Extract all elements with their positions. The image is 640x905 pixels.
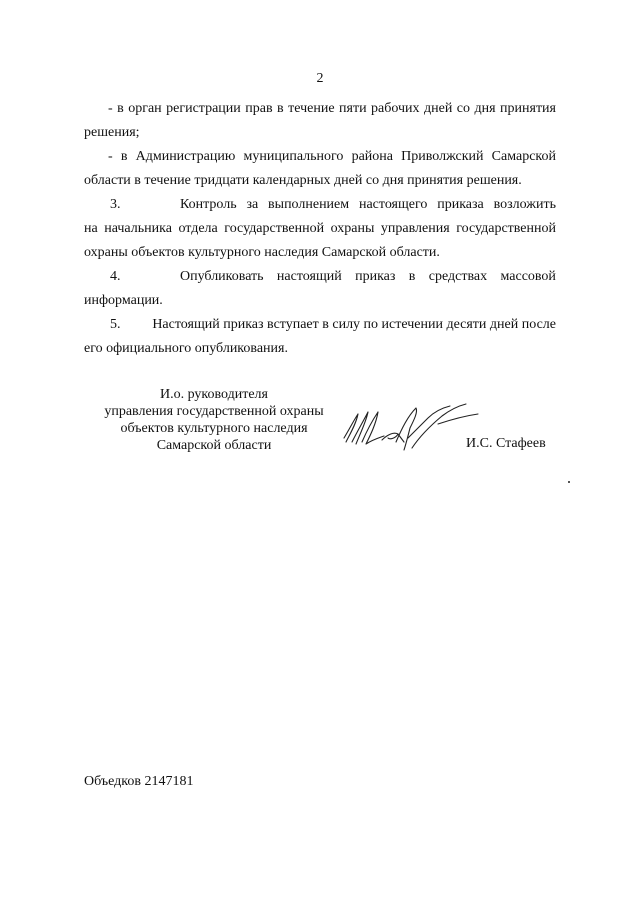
paragraph-line: на начальника отдела государственной охраны управления государственной <box>84 221 556 236</box>
word: выполнением <box>268 197 350 212</box>
paragraph-line: области в течение тридцати календарных дней со дня принятия решения. <box>84 173 522 188</box>
paragraph-first-text: Настоящий приказ вступает в силу по истечении десяти дней после <box>152 317 556 332</box>
word: Опубликовать <box>180 269 264 284</box>
paragraph-item-5 <box>84 313 556 361</box>
word: за <box>246 197 259 212</box>
word: приказ <box>355 269 396 284</box>
paragraph-line: - в Администрацию муниципального района Приволжский Самарской <box>108 149 556 164</box>
paragraph-item-4 <box>84 265 556 313</box>
handwritten-signature <box>338 398 488 468</box>
paragraph-registration-body <box>84 97 556 145</box>
word: массовой <box>500 269 556 284</box>
item-number: 5. <box>110 317 121 332</box>
word: настоящий <box>276 269 342 284</box>
document-body <box>84 97 556 361</box>
signatory-position <box>84 386 344 454</box>
signer-name: И.С. Стафеев <box>466 436 546 451</box>
word: Контроль <box>180 197 237 212</box>
paragraph-first-line <box>84 265 556 289</box>
paragraph-line: его официального опубликования. <box>84 341 288 356</box>
position-line: И.о. руководителя <box>159 387 268 402</box>
paragraph-first-line <box>84 313 556 337</box>
item-number: 4. <box>110 269 121 284</box>
executor-info: Объедков 2147181 <box>84 774 194 789</box>
paragraph-line: - в орган регистрации прав в течение пяти рабочих дней со дня принятия <box>108 101 556 116</box>
position-line: Самарской области <box>156 438 272 453</box>
paragraph-line: информации. <box>84 293 163 308</box>
word: средствах <box>428 269 488 284</box>
scan-artifact-dot <box>568 481 570 483</box>
paragraph-line: решения; <box>84 125 140 140</box>
paragraph-line: охраны объектов культурного наследия Самарской области. <box>84 245 440 260</box>
page-number: 2 <box>316 71 324 86</box>
word: приказа <box>437 197 484 212</box>
position-line: управления государственной охраны <box>104 404 324 419</box>
position-line: объектов культурного наследия <box>120 421 308 436</box>
paragraph-administration <box>84 145 556 193</box>
word: возложить <box>493 197 556 212</box>
item-number: 3. <box>110 197 121 212</box>
word: в <box>408 269 416 284</box>
word: настоящего <box>358 197 428 212</box>
paragraph-first-line <box>84 193 556 217</box>
paragraph-item-3 <box>84 193 556 265</box>
